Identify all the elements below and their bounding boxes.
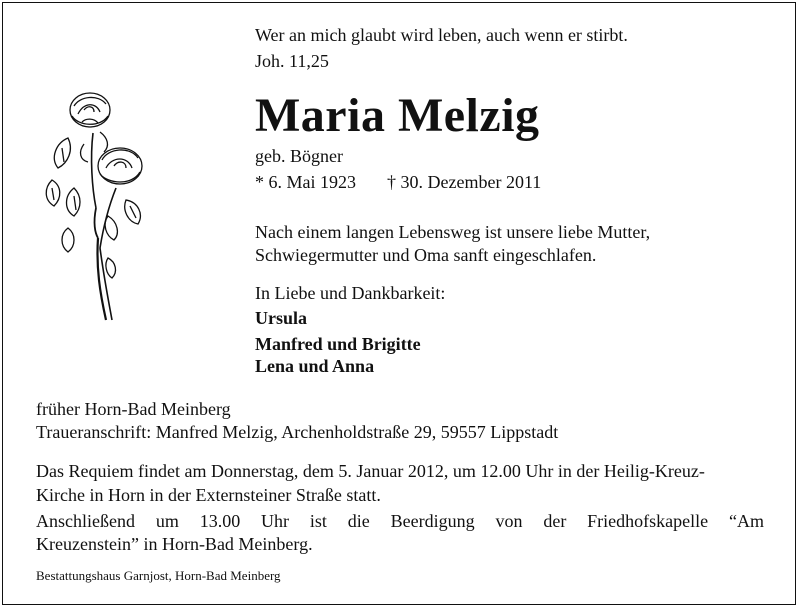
mourner-name: Ursula <box>255 308 308 328</box>
mourner-name: Manfred und Brigitte <box>255 334 421 354</box>
quote-source: Joh. 11,25 <box>255 51 329 71</box>
burial-line-2: Kreuzenstein” in Horn-Bad Meinberg. <box>36 534 313 554</box>
birth-date: * 6. Mai 1923 <box>255 172 356 192</box>
birth-name: geb. Bögner <box>255 146 343 166</box>
message-line-1: Nach einem langen Lebensweg ist unsere liebe Mutter, <box>255 222 651 242</box>
rose-illustration <box>38 88 148 324</box>
deceased-name: Maria Melzig <box>255 89 540 142</box>
death-date: † 30. Dezember 2011 <box>387 172 542 192</box>
burial-line-1: Anschließend um 13.00 Uhr ist die Beerdigung von der Friedhofskapelle “Am <box>36 511 764 531</box>
mourners-intro: In Liebe und Dankbarkeit: <box>255 283 446 303</box>
former-residence: früher Horn-Bad Meinberg <box>36 399 231 419</box>
mourner-name: Lena und Anna <box>255 356 375 376</box>
undertaker: Bestattungshaus Garnjost, Horn-Bad Meinberg <box>36 568 281 583</box>
requiem-line-2: Kirche in Horn in der Externsteiner Straße statt. <box>36 485 381 505</box>
message-line-2: Schwiegermutter und Oma sanft eingeschlafen. <box>255 245 597 265</box>
requiem-line-1: Das Requiem findet am Donnerstag, dem 5. Januar 2012, um 12.00 Uhr in der Heilig-Kreuz- <box>36 461 705 481</box>
mourning-address: Traueranschrift: Manfred Melzig, Archenholdstraße 29, 59557 Lippstadt <box>36 422 559 442</box>
bible-quote: Wer an mich glaubt wird leben, auch wenn er stirbt. <box>255 25 628 45</box>
